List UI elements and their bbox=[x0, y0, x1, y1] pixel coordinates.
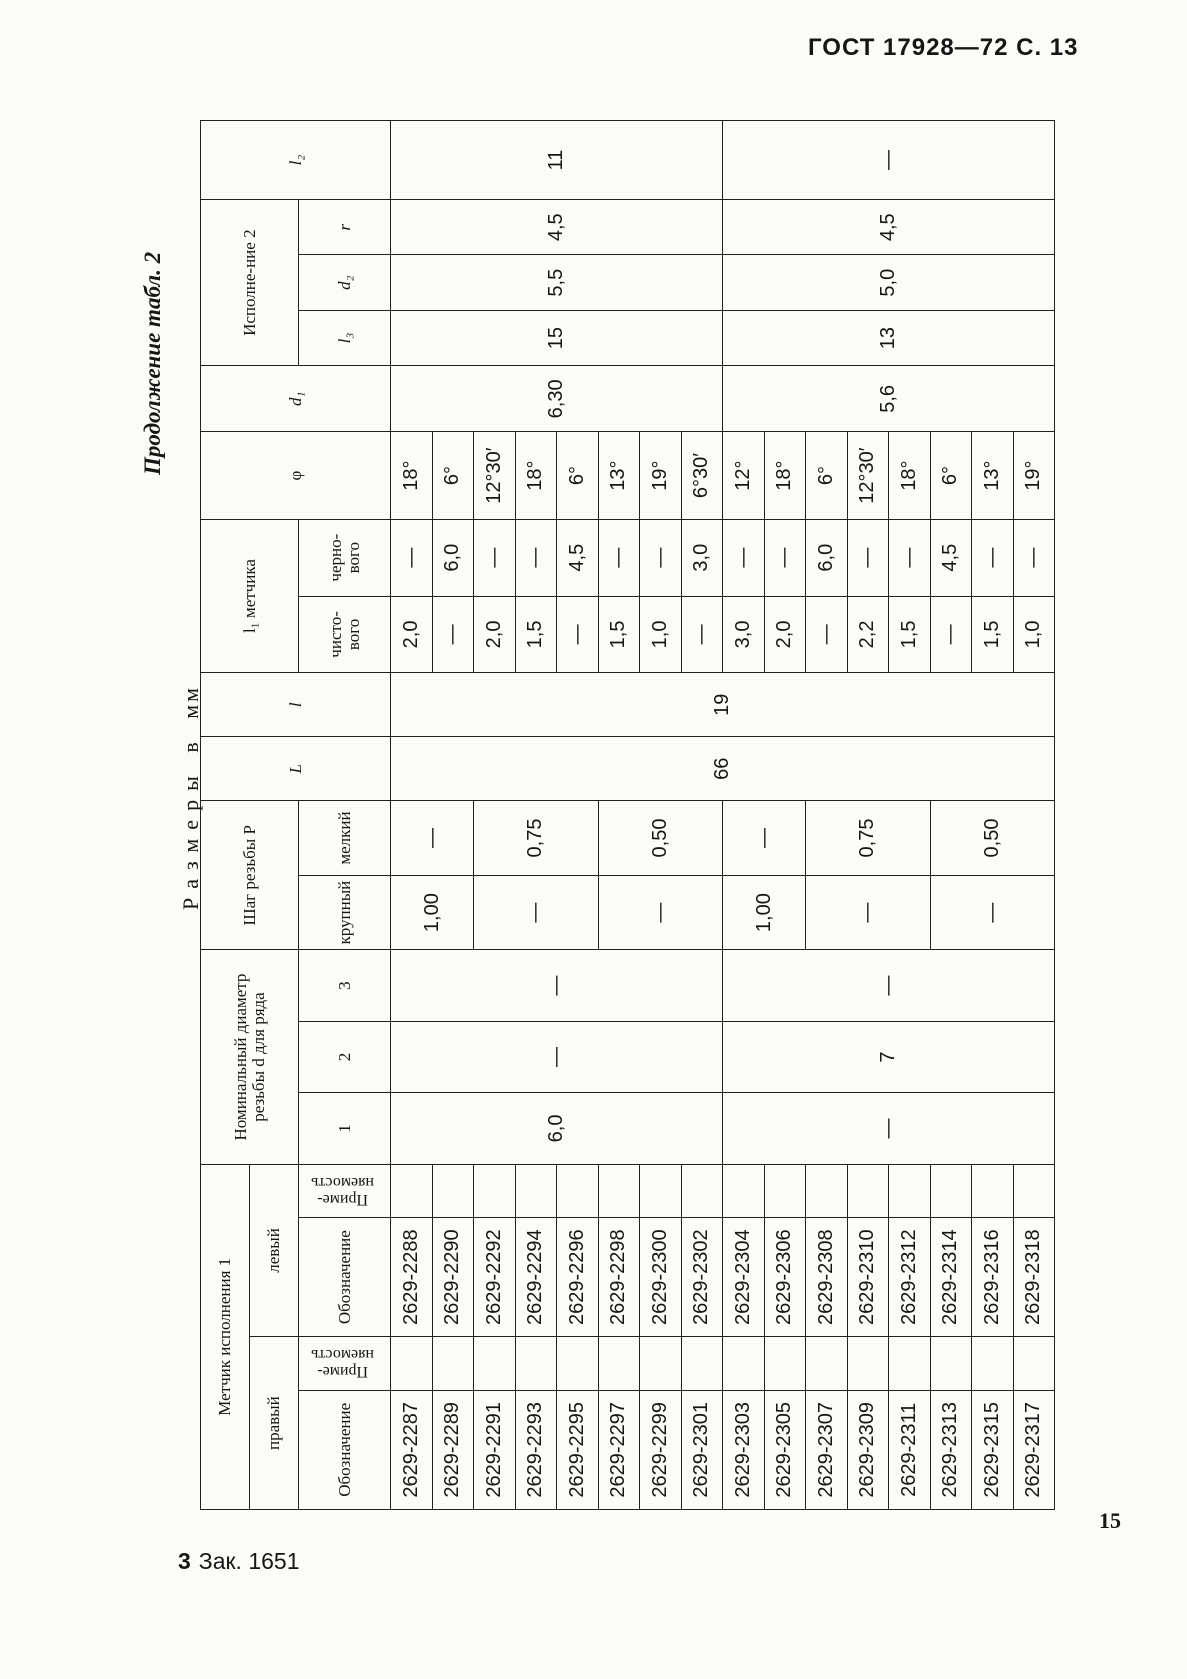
right-designation: 2629-2315 bbox=[972, 1390, 1014, 1509]
left-applicability bbox=[474, 1164, 516, 1217]
coarse-pitch-cell: — bbox=[930, 875, 1055, 950]
d-row3-cell: — bbox=[391, 950, 723, 1021]
table-row bbox=[723, 121, 765, 1510]
l1-finishing: 2,0 bbox=[391, 596, 433, 673]
right-applicability bbox=[972, 1337, 1014, 1390]
d-row2-cell: 7 bbox=[723, 1021, 1055, 1092]
d2-cell: 5,5 bbox=[391, 255, 723, 310]
d2-header: d₂ bbox=[299, 255, 391, 310]
fine-pitch-cell: 0,50 bbox=[930, 801, 1055, 876]
d-row1-cell: — bbox=[723, 1093, 1055, 1164]
coarse-header: крупный bbox=[299, 875, 391, 950]
left-applicability bbox=[806, 1164, 848, 1217]
left-designation: 2629-2290 bbox=[432, 1217, 474, 1336]
right-applicability bbox=[474, 1337, 516, 1390]
l2-cell: — bbox=[723, 121, 1055, 200]
phi-cell: 13° bbox=[598, 432, 640, 519]
right-designation: 2629-2305 bbox=[764, 1390, 806, 1509]
coarse-pitch-cell: — bbox=[598, 875, 723, 950]
left-applicability bbox=[930, 1164, 972, 1217]
table-body bbox=[391, 121, 1055, 1510]
left-applicability bbox=[681, 1164, 723, 1217]
l1-finishing: 2,0 bbox=[764, 596, 806, 673]
right-applicability bbox=[681, 1337, 723, 1390]
left-designation: 2629-2292 bbox=[474, 1217, 516, 1336]
d2-cell: 5,0 bbox=[723, 255, 1055, 310]
l1-roughing: 4,5 bbox=[557, 519, 599, 596]
right-applicability bbox=[391, 1337, 433, 1390]
l1-finishing: 1,0 bbox=[1013, 596, 1055, 673]
l1-finishing: 2,2 bbox=[847, 596, 889, 673]
l1-roughing: 6,0 bbox=[806, 519, 848, 596]
l1-header: l₁ метчика bbox=[201, 519, 299, 673]
phi-cell: 12° bbox=[723, 432, 765, 519]
phi-cell: 12°30′ bbox=[847, 432, 889, 519]
d-row2-cell: — bbox=[391, 1021, 723, 1092]
l3-header: l₃ bbox=[299, 310, 391, 365]
l1-roughing: — bbox=[640, 519, 682, 596]
order-number: Зак. 1651 bbox=[198, 1548, 300, 1574]
left-designation: 2629-2300 bbox=[640, 1217, 682, 1336]
l2-header: l₂ bbox=[201, 121, 391, 200]
l1-roughing: — bbox=[847, 519, 889, 596]
l1-roughing: — bbox=[764, 519, 806, 596]
right-designation: 2629-2291 bbox=[474, 1390, 516, 1509]
fine-pitch-cell: 0,75 bbox=[474, 801, 599, 876]
l1-finishing: 2,0 bbox=[474, 596, 516, 673]
left-designation: 2629-2308 bbox=[806, 1217, 848, 1336]
sizes-in: в bbox=[178, 733, 203, 753]
continuation-caption: Продолжение табл. 2 bbox=[140, 251, 165, 475]
phi-cell: 18° bbox=[889, 432, 931, 519]
right-designation: 2629-2293 bbox=[515, 1390, 557, 1509]
r-cell: 4,5 bbox=[723, 200, 1055, 255]
phi-cell: 13° bbox=[972, 432, 1014, 519]
d1-header: d₁ bbox=[201, 366, 391, 432]
d1-cell: 6,30 bbox=[391, 366, 723, 432]
right-designation: 2629-2311 bbox=[889, 1390, 931, 1509]
left-designation: 2629-2318 bbox=[1013, 1217, 1055, 1336]
left-designation-header: Обозначение bbox=[299, 1217, 391, 1336]
right-applicability bbox=[515, 1337, 557, 1390]
L-cell: 66 bbox=[391, 737, 1055, 801]
phi-cell: 18° bbox=[515, 432, 557, 519]
right-applicability bbox=[930, 1337, 972, 1390]
right-designation: 2629-2289 bbox=[432, 1390, 474, 1509]
page-number: 15 bbox=[1099, 1508, 1121, 1533]
phi-cell: 6° bbox=[930, 432, 972, 519]
right-applicability bbox=[723, 1337, 765, 1390]
l1-roughing: — bbox=[474, 519, 516, 596]
l1-finishing: 3,0 bbox=[723, 596, 765, 673]
l1-finishing: — bbox=[681, 596, 723, 673]
fine-header: мелкий bbox=[299, 801, 391, 876]
L-header: L bbox=[201, 737, 391, 801]
coarse-pitch-cell: — bbox=[474, 875, 599, 950]
right-applicability bbox=[432, 1337, 474, 1390]
left-designation: 2629-2310 bbox=[847, 1217, 889, 1336]
l-header: l bbox=[201, 673, 391, 737]
right-applicability bbox=[598, 1337, 640, 1390]
pitch-header: Шаг резьбы P bbox=[201, 801, 299, 950]
l1-roughing: — bbox=[1013, 519, 1055, 596]
left-designation: 2629-2316 bbox=[972, 1217, 1014, 1336]
left-applicability bbox=[515, 1164, 557, 1217]
rotated-table-block bbox=[140, 125, 1090, 1530]
phi-cell: 6° bbox=[432, 432, 474, 519]
l1-roughing: 3,0 bbox=[681, 519, 723, 596]
left-applicability bbox=[1013, 1164, 1055, 1217]
l1-roughing: — bbox=[391, 519, 433, 596]
l1-finishing: 1,0 bbox=[640, 596, 682, 673]
l1-finishing: — bbox=[557, 596, 599, 673]
left-header: левый bbox=[250, 1164, 299, 1337]
row3-header: 3 bbox=[299, 950, 391, 1021]
table-row bbox=[391, 121, 433, 1510]
l1-roughing: — bbox=[889, 519, 931, 596]
phi-cell: 6°30′ bbox=[681, 432, 723, 519]
right-designation: 2629-2309 bbox=[847, 1390, 889, 1509]
left-applicability bbox=[640, 1164, 682, 1217]
right-applicability bbox=[764, 1337, 806, 1390]
l1-finishing: 1,5 bbox=[972, 596, 1014, 673]
l3-cell: 13 bbox=[723, 310, 1055, 365]
right-designation: 2629-2295 bbox=[557, 1390, 599, 1509]
right-applicability bbox=[847, 1337, 889, 1390]
left-designation: 2629-2294 bbox=[515, 1217, 557, 1336]
l1-finishing: — bbox=[432, 596, 474, 673]
right-designation: 2629-2299 bbox=[640, 1390, 682, 1509]
left-designation: 2629-2302 bbox=[681, 1217, 723, 1336]
l1-roughing: — bbox=[972, 519, 1014, 596]
l1-roughing: 6,0 bbox=[432, 519, 474, 596]
right-designation: 2629-2301 bbox=[681, 1390, 723, 1509]
right-applicability-label: Приме-няемость bbox=[311, 1346, 374, 1381]
right-designation-header: Обозначение bbox=[299, 1390, 391, 1509]
l3-cell: 15 bbox=[391, 310, 723, 365]
l1-finishing: — bbox=[930, 596, 972, 673]
l1-roughing: 4,5 bbox=[930, 519, 972, 596]
right-header: правый bbox=[250, 1337, 299, 1510]
phi-cell: 12°30′ bbox=[474, 432, 516, 519]
r-header: r bbox=[299, 200, 391, 255]
left-applicability bbox=[847, 1164, 889, 1217]
d-row3-cell: — bbox=[723, 950, 1055, 1021]
row1-header: 1 bbox=[299, 1093, 391, 1164]
left-designation: 2629-2288 bbox=[391, 1217, 433, 1336]
l1-roughing: — bbox=[515, 519, 557, 596]
sizes-unit: мм bbox=[178, 684, 203, 719]
order-footer bbox=[178, 1548, 300, 1575]
right-applicability bbox=[806, 1337, 848, 1390]
right-applicability bbox=[557, 1337, 599, 1390]
phi-cell: 19° bbox=[1013, 432, 1055, 519]
right-applicability bbox=[640, 1337, 682, 1390]
l1-finishing: 1,5 bbox=[515, 596, 557, 673]
dimensions-table bbox=[200, 120, 1055, 1510]
left-applicability-label: Приме-няемость bbox=[311, 1173, 374, 1208]
version2-header: Исполне-ние 2 bbox=[201, 200, 299, 366]
left-designation: 2629-2312 bbox=[889, 1217, 931, 1336]
right-applicability-header bbox=[299, 1337, 391, 1390]
left-designation: 2629-2304 bbox=[723, 1217, 765, 1336]
left-applicability-header bbox=[299, 1164, 391, 1217]
left-applicability bbox=[391, 1164, 433, 1217]
left-applicability bbox=[889, 1164, 931, 1217]
d-row1-cell: 6,0 bbox=[391, 1093, 723, 1164]
right-designation: 2629-2287 bbox=[391, 1390, 433, 1509]
right-designation: 2629-2307 bbox=[806, 1390, 848, 1509]
right-designation: 2629-2297 bbox=[598, 1390, 640, 1509]
nominal-diameter-header: Номинальный диаметр резьбы d для ряда bbox=[201, 950, 299, 1164]
coarse-pitch-cell: 1,00 bbox=[391, 875, 474, 950]
fine-pitch-cell: 0,75 bbox=[806, 801, 931, 876]
fine-pitch-cell: — bbox=[723, 801, 806, 876]
gost-header: ГОСТ 17928—72 С. 13 bbox=[808, 34, 1079, 61]
fine-pitch-cell: 0,50 bbox=[598, 801, 723, 876]
l1-roughing: — bbox=[723, 519, 765, 596]
fine-pitch-cell: — bbox=[391, 801, 474, 876]
l1-finishing: 1,5 bbox=[889, 596, 931, 673]
phi-header: φ bbox=[201, 432, 391, 519]
l-cell: 19 bbox=[391, 673, 1055, 737]
phi-cell: 6° bbox=[557, 432, 599, 519]
d1-cell: 5,6 bbox=[723, 366, 1055, 432]
phi-cell: 19° bbox=[640, 432, 682, 519]
phi-cell: 18° bbox=[764, 432, 806, 519]
left-applicability bbox=[557, 1164, 599, 1217]
left-applicability bbox=[432, 1164, 474, 1217]
left-applicability bbox=[723, 1164, 765, 1217]
right-designation: 2629-2317 bbox=[1013, 1390, 1055, 1509]
left-designation: 2629-2306 bbox=[764, 1217, 806, 1336]
row2-header: 2 bbox=[299, 1021, 391, 1092]
left-applicability bbox=[972, 1164, 1014, 1217]
roughing-header: черно-вого bbox=[299, 519, 391, 596]
phi-cell: 18° bbox=[391, 432, 433, 519]
coarse-pitch-cell: — bbox=[806, 875, 931, 950]
l2-cell: 11 bbox=[391, 121, 723, 200]
l1-finishing: — bbox=[806, 596, 848, 673]
left-designation: 2629-2314 bbox=[930, 1217, 972, 1336]
order-mark: 3 bbox=[178, 1548, 191, 1574]
tap-group-header: Метчик исполнения 1 bbox=[201, 1164, 250, 1509]
right-applicability bbox=[889, 1337, 931, 1390]
sizes-word: Размеры bbox=[178, 767, 203, 910]
left-applicability bbox=[598, 1164, 640, 1217]
r-cell: 4,5 bbox=[391, 200, 723, 255]
left-applicability bbox=[764, 1164, 806, 1217]
right-applicability bbox=[1013, 1337, 1055, 1390]
l1-roughing: — bbox=[598, 519, 640, 596]
right-designation: 2629-2313 bbox=[930, 1390, 972, 1509]
phi-cell: 6° bbox=[806, 432, 848, 519]
coarse-pitch-cell: 1,00 bbox=[723, 875, 806, 950]
left-designation: 2629-2298 bbox=[598, 1217, 640, 1336]
right-designation: 2629-2303 bbox=[723, 1390, 765, 1509]
left-designation: 2629-2296 bbox=[557, 1217, 599, 1336]
l1-finishing: 1,5 bbox=[598, 596, 640, 673]
finishing-header: чисто-вого bbox=[299, 596, 391, 673]
